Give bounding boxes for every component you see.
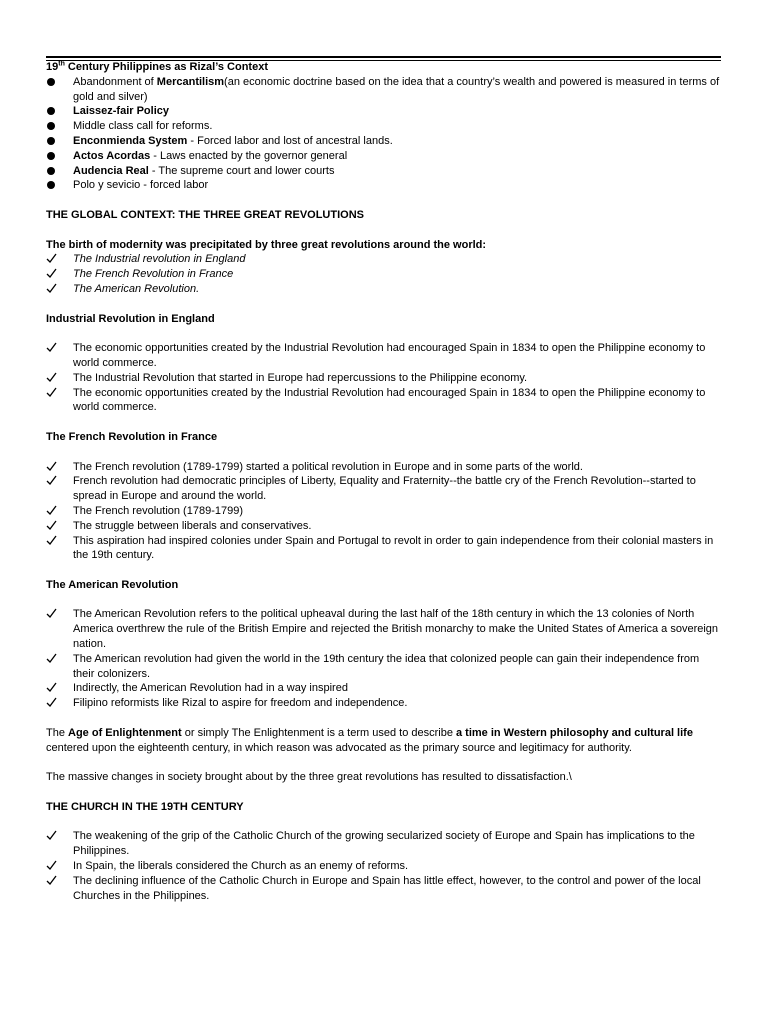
list-item: Filipino reformists like Rizal to aspire for freedom and independence. bbox=[46, 696, 722, 711]
checkmark-icon bbox=[46, 682, 57, 693]
checkmark-icon bbox=[46, 253, 57, 264]
list-item: The Industrial revolution in England bbox=[46, 252, 722, 267]
list-item: The American Revolution refers to the political upheaval during the last half of the 18th century in which the 13 colonies of North America overthrew the rule of the British Empire and rejected the British monarchy to make the United States of America a sovereign nation. bbox=[46, 607, 722, 651]
list-item: The struggle between liberals and conservatives. bbox=[46, 519, 722, 534]
checkmark-icon bbox=[46, 342, 57, 353]
list-item: Audencia Real - The supreme court and lower courts bbox=[46, 164, 722, 179]
checkmark-icon bbox=[46, 608, 57, 619]
list-item: Laissez-fair Policy bbox=[46, 104, 722, 119]
checkmark-icon bbox=[46, 387, 57, 398]
list-item: The economic opportunities created by the Industrial Revolution had encouraged Spain in 1834 to open the Philippine economy to world commerce. bbox=[46, 341, 722, 371]
list-item: The economic opportunities created by the Industrial Revolution had encouraged Spain in 1834 to open the Philippine economy to world commerce. bbox=[46, 386, 722, 416]
document-title: 19th Century Philippines as Rizal’s Context bbox=[46, 60, 268, 73]
section-heading-global: THE GLOBAL CONTEXT: THE THREE GREAT REVOLUTIONS bbox=[46, 208, 364, 221]
checkmark-icon bbox=[46, 475, 57, 486]
document-page bbox=[46, 60, 722, 903]
list-item: The Industrial Revolution that started in Europe had repercussions to the Philippine economy. bbox=[46, 371, 722, 386]
checkmark-icon bbox=[46, 860, 57, 871]
checkmark-icon bbox=[46, 268, 57, 279]
checkmark-icon bbox=[46, 505, 57, 516]
list-item: The American revolution had given the world in the 19th century the idea that colonized people can gain their independence from their colonizers. bbox=[46, 652, 722, 682]
checkmark-icon bbox=[46, 653, 57, 664]
checkmark-icon bbox=[46, 830, 57, 841]
list-item: Polo y sevicio - forced labor bbox=[46, 178, 722, 193]
list-item: The French Revolution in France bbox=[46, 267, 722, 282]
list-item: The declining influence of the Catholic Church in Europe and Spain has little effect, however, to the control and power of the local Churches in the Philippines. bbox=[46, 874, 722, 904]
list-item: The American Revolution. bbox=[46, 282, 722, 297]
list-item: The weakening of the grip of the Catholic Church of the growing secularized society of Europe and Spain has implications to the Philippines. bbox=[46, 829, 722, 859]
list-item: Abandonment of Mercantilism(an economic doctrine based on the idea that a country’s wealth and powered is measured in terms of gold and silver) bbox=[46, 75, 722, 105]
enlightenment-paragraph: The Age of Enlightenment or simply The Enlightenment is a term used to describe a time in Western philosophy and cultural life centered upon the eighteenth century, in which reason was advocated as the primary source and legitimacy for authority. bbox=[46, 726, 693, 754]
list-item: This aspiration had inspired colonies under Spain and Portugal to revolt in order to gain independence from their colonial masters in the 19th century. bbox=[46, 534, 722, 564]
list-item: The French revolution (1789-1799) bbox=[46, 504, 722, 519]
section-heading-birth: The birth of modernity was precipitated by three great revolutions around the world: bbox=[46, 238, 487, 251]
list-item: In Spain, the liberals considered the Church as an enemy of reforms. bbox=[46, 859, 722, 874]
list-item: Enconmienda System - Forced labor and lost of ancestral lands. bbox=[46, 134, 722, 149]
checkmark-icon bbox=[46, 535, 57, 546]
checkmark-icon bbox=[46, 461, 57, 472]
list-item: Indirectly, the American Revolution had in a way inspired bbox=[46, 681, 722, 696]
checkmark-icon bbox=[46, 372, 57, 383]
checkmark-icon bbox=[46, 283, 57, 294]
list-item: The French revolution (1789-1799) started a political revolution in Europe and in some parts of the world. bbox=[46, 460, 722, 475]
checkmark-icon bbox=[46, 697, 57, 708]
list-item: Middle class call for reforms. bbox=[46, 119, 722, 134]
massive-changes-paragraph: The massive changes in society brought about by the three great revolutions has resulted to dissatisfaction.\ bbox=[46, 771, 572, 784]
section-heading-american: The American Revolution bbox=[46, 578, 179, 591]
section-heading-french: The French Revolution in France bbox=[46, 430, 218, 443]
checkmark-icon bbox=[46, 520, 57, 531]
list-item: French revolution had democratic principles of Liberty, Equality and Fraternity--the battle cry of the French Revolution--started to spread in Europe and around the world. bbox=[46, 474, 722, 504]
section-heading-church: THE CHURCH IN THE 19TH CENTURY bbox=[46, 800, 244, 813]
list-item: Actos Acordas - Laws enacted by the governor general bbox=[46, 149, 722, 164]
section-heading-industrial: Industrial Revolution in England bbox=[46, 312, 215, 325]
checkmark-icon bbox=[46, 875, 57, 886]
header-rule-thick bbox=[46, 56, 721, 58]
